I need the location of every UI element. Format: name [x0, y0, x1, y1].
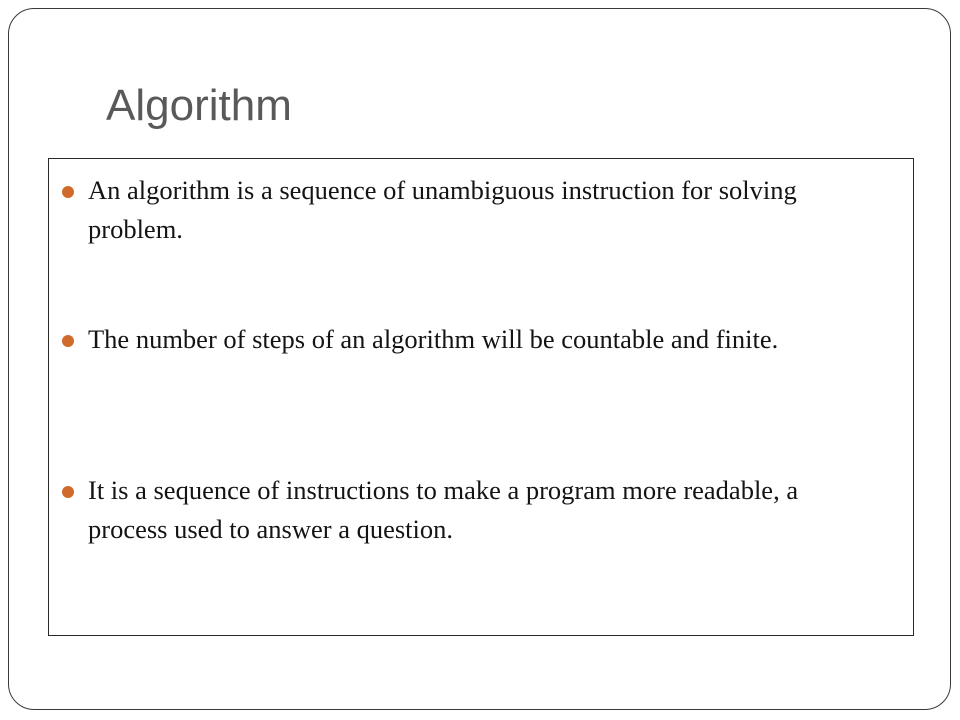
bullet-item [49, 320, 869, 359]
bullet-dot-icon [62, 486, 74, 498]
bullet-dot-icon [62, 186, 74, 198]
bullet-item [49, 471, 869, 549]
content-box [48, 158, 914, 636]
bullet-dot-icon [62, 335, 74, 347]
slide-title: Algorithm [106, 81, 292, 130]
bullet-text: The number of steps of an algorithm will be countable and finite. [88, 324, 779, 354]
bullet-text: An algorithm is a sequence of unambiguous instruction for solving problem. [88, 175, 797, 244]
bullet-item [49, 171, 869, 249]
bullet-text: It is a sequence of instructions to make a program more readable, a process used to answer a question. [88, 475, 799, 544]
